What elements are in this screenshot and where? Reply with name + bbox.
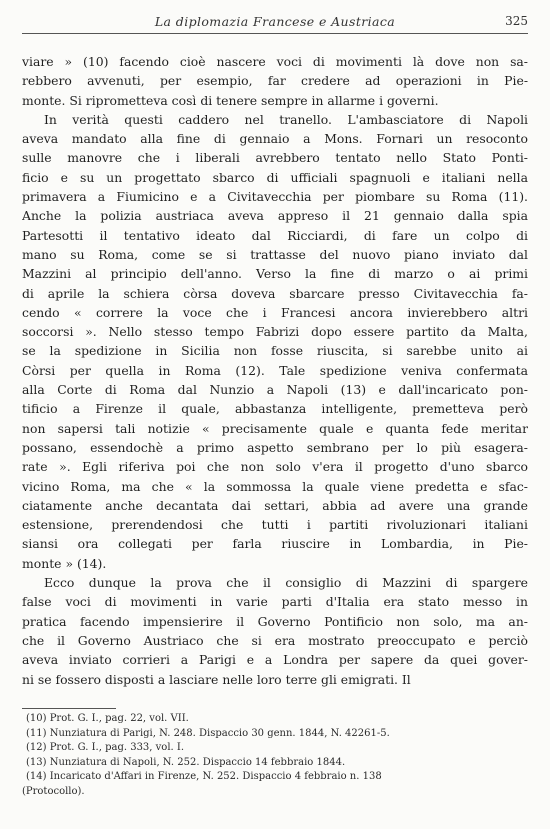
text-line: di aprile la schiera còrsa doveva sbarcare presso Civitavecchia fa-	[22, 285, 528, 301]
text-line: Anche la polizia austriaca aveva appreso il 21 gennaio dalla spia	[22, 208, 528, 224]
running-title: La diplomazia Francese e Austriaca	[154, 14, 396, 29]
text-line: sulle manovre che i liberali avrebbero tentato nello Stato Ponti-	[22, 150, 528, 166]
footnote: (10) Prot. G. I., pag. 22, vol. VII.	[26, 713, 189, 724]
header-rule	[22, 33, 528, 34]
footnote: (13) Nunziatura di Napoli, N. 252. Dispaccio 14 febbraio 1844.	[26, 756, 346, 768]
text-line: che il Governo Austriaco che si era mostrato preoccupato e perciò	[22, 632, 528, 648]
footnotes	[22, 712, 528, 800]
body-text	[22, 52, 528, 689]
text-line: soccorsi ». Nello stesso tempo Fabrizi dopo essere partito da Malta,	[22, 324, 528, 340]
text-line: alla Corte di Roma dal Nunzio a Napoli (13) e dall'incaricato pon-	[22, 382, 528, 398]
footnote: (12) Prot. G. I., pag. 333, vol. I.	[26, 742, 185, 754]
text-line: monte » (14).	[22, 555, 107, 571]
text-line: aveva mandato alla fine di gennaio a Mons. Fornari un resoconto	[22, 131, 528, 147]
text-line: ficio e su un progettato sbarco di ufficiali spagnuoli e italiani nella	[22, 169, 528, 185]
text-line: false voci di movimenti in varie parti d'Italia era stato messo in	[22, 594, 528, 610]
text-line: Partesotti il tentativo ideato dal Ricciardi, di fare un colpo di	[22, 227, 528, 243]
page-number: 325	[505, 14, 528, 28]
running-header	[22, 14, 528, 34]
text-line: mano su Roma, come se si trattasse del nuovo piano inviato dal	[22, 246, 528, 262]
text-line: ciatamente anche decantata dai settari, abbia ad avere una grande	[22, 497, 528, 513]
text-line: Còrsi per quella in Roma (12). Tale spedizione veniva confermata	[22, 362, 528, 378]
text-line: primavera a Fiumicino e a Civitavecchia per piombare su Roma (11).	[22, 189, 528, 205]
text-line: viare » (10) facendo cioè nascere voci di movimenti là dove non sa-	[22, 54, 528, 69]
text-line: cendo « correre la voce che i Francesi ancora invierebbero altri	[22, 304, 528, 320]
text-line: siansi ora collegati per farla riuscire in Lombardia, in Pie-	[22, 536, 528, 552]
text-line: rebbero avvenuti, per esempio, far credere ad operazioni in Pie-	[22, 73, 528, 89]
text-line: Ecco dunque la prova che il consiglio di Mazzini di spargere	[44, 575, 528, 591]
text-line: se la spedizione in Sicilia non fosse riuscita, si sarebbe unito ai	[22, 343, 528, 359]
footnote-rule	[22, 708, 116, 709]
text-line: estensione, prerendendosi che tutti i partiti rivoluzionari italiani	[22, 517, 528, 533]
footnote: (Protocollo).	[22, 785, 85, 797]
footnote: (11) Nunziatura di Parigi, N. 248. Dispaccio 30 genn. 1844, N. 42261-5.	[26, 727, 390, 739]
text-line: vicino Roma, ma che « la sommossa la quale viene predetta e sfac-	[22, 478, 528, 494]
text-line: tificio a Firenze il quale, abbastanza intelligente, premetteva però	[22, 401, 528, 417]
text-line: aveva inviato corrieri a Parigi e a Londra per sapere da quei gover-	[22, 652, 528, 668]
text-line: ni se fossero disposti a lasciare nelle loro terre gli emigrati. Il	[22, 671, 411, 687]
text-line: non sapersi tali notizie « precisamente quale e quanta fede meritar	[22, 420, 528, 436]
footnote: (14) Incaricato d'Affari in Firenze, N. 252. Dispaccio 4 febbraio n. 138	[26, 771, 382, 783]
text-line: possano, essendochè a primo aspetto sembrano per lo più esagera-	[22, 439, 528, 455]
text-line: Mazzini al principio dell'anno. Verso la fine di marzo o ai primi	[22, 266, 528, 282]
text-line: monte. Si riprometteva così di tenere sempre in allarme i governi.	[22, 92, 439, 108]
text-line: rate ». Egli riferiva poi che non solo v'era il progetto d'uno sbarco	[22, 459, 528, 475]
text-line: In verità questi caddero nel tranello. L'ambasciatore di Napoli	[44, 111, 528, 127]
text-line: pratica facendo impensierire il Governo Pontificio non solo, ma an-	[22, 613, 528, 629]
